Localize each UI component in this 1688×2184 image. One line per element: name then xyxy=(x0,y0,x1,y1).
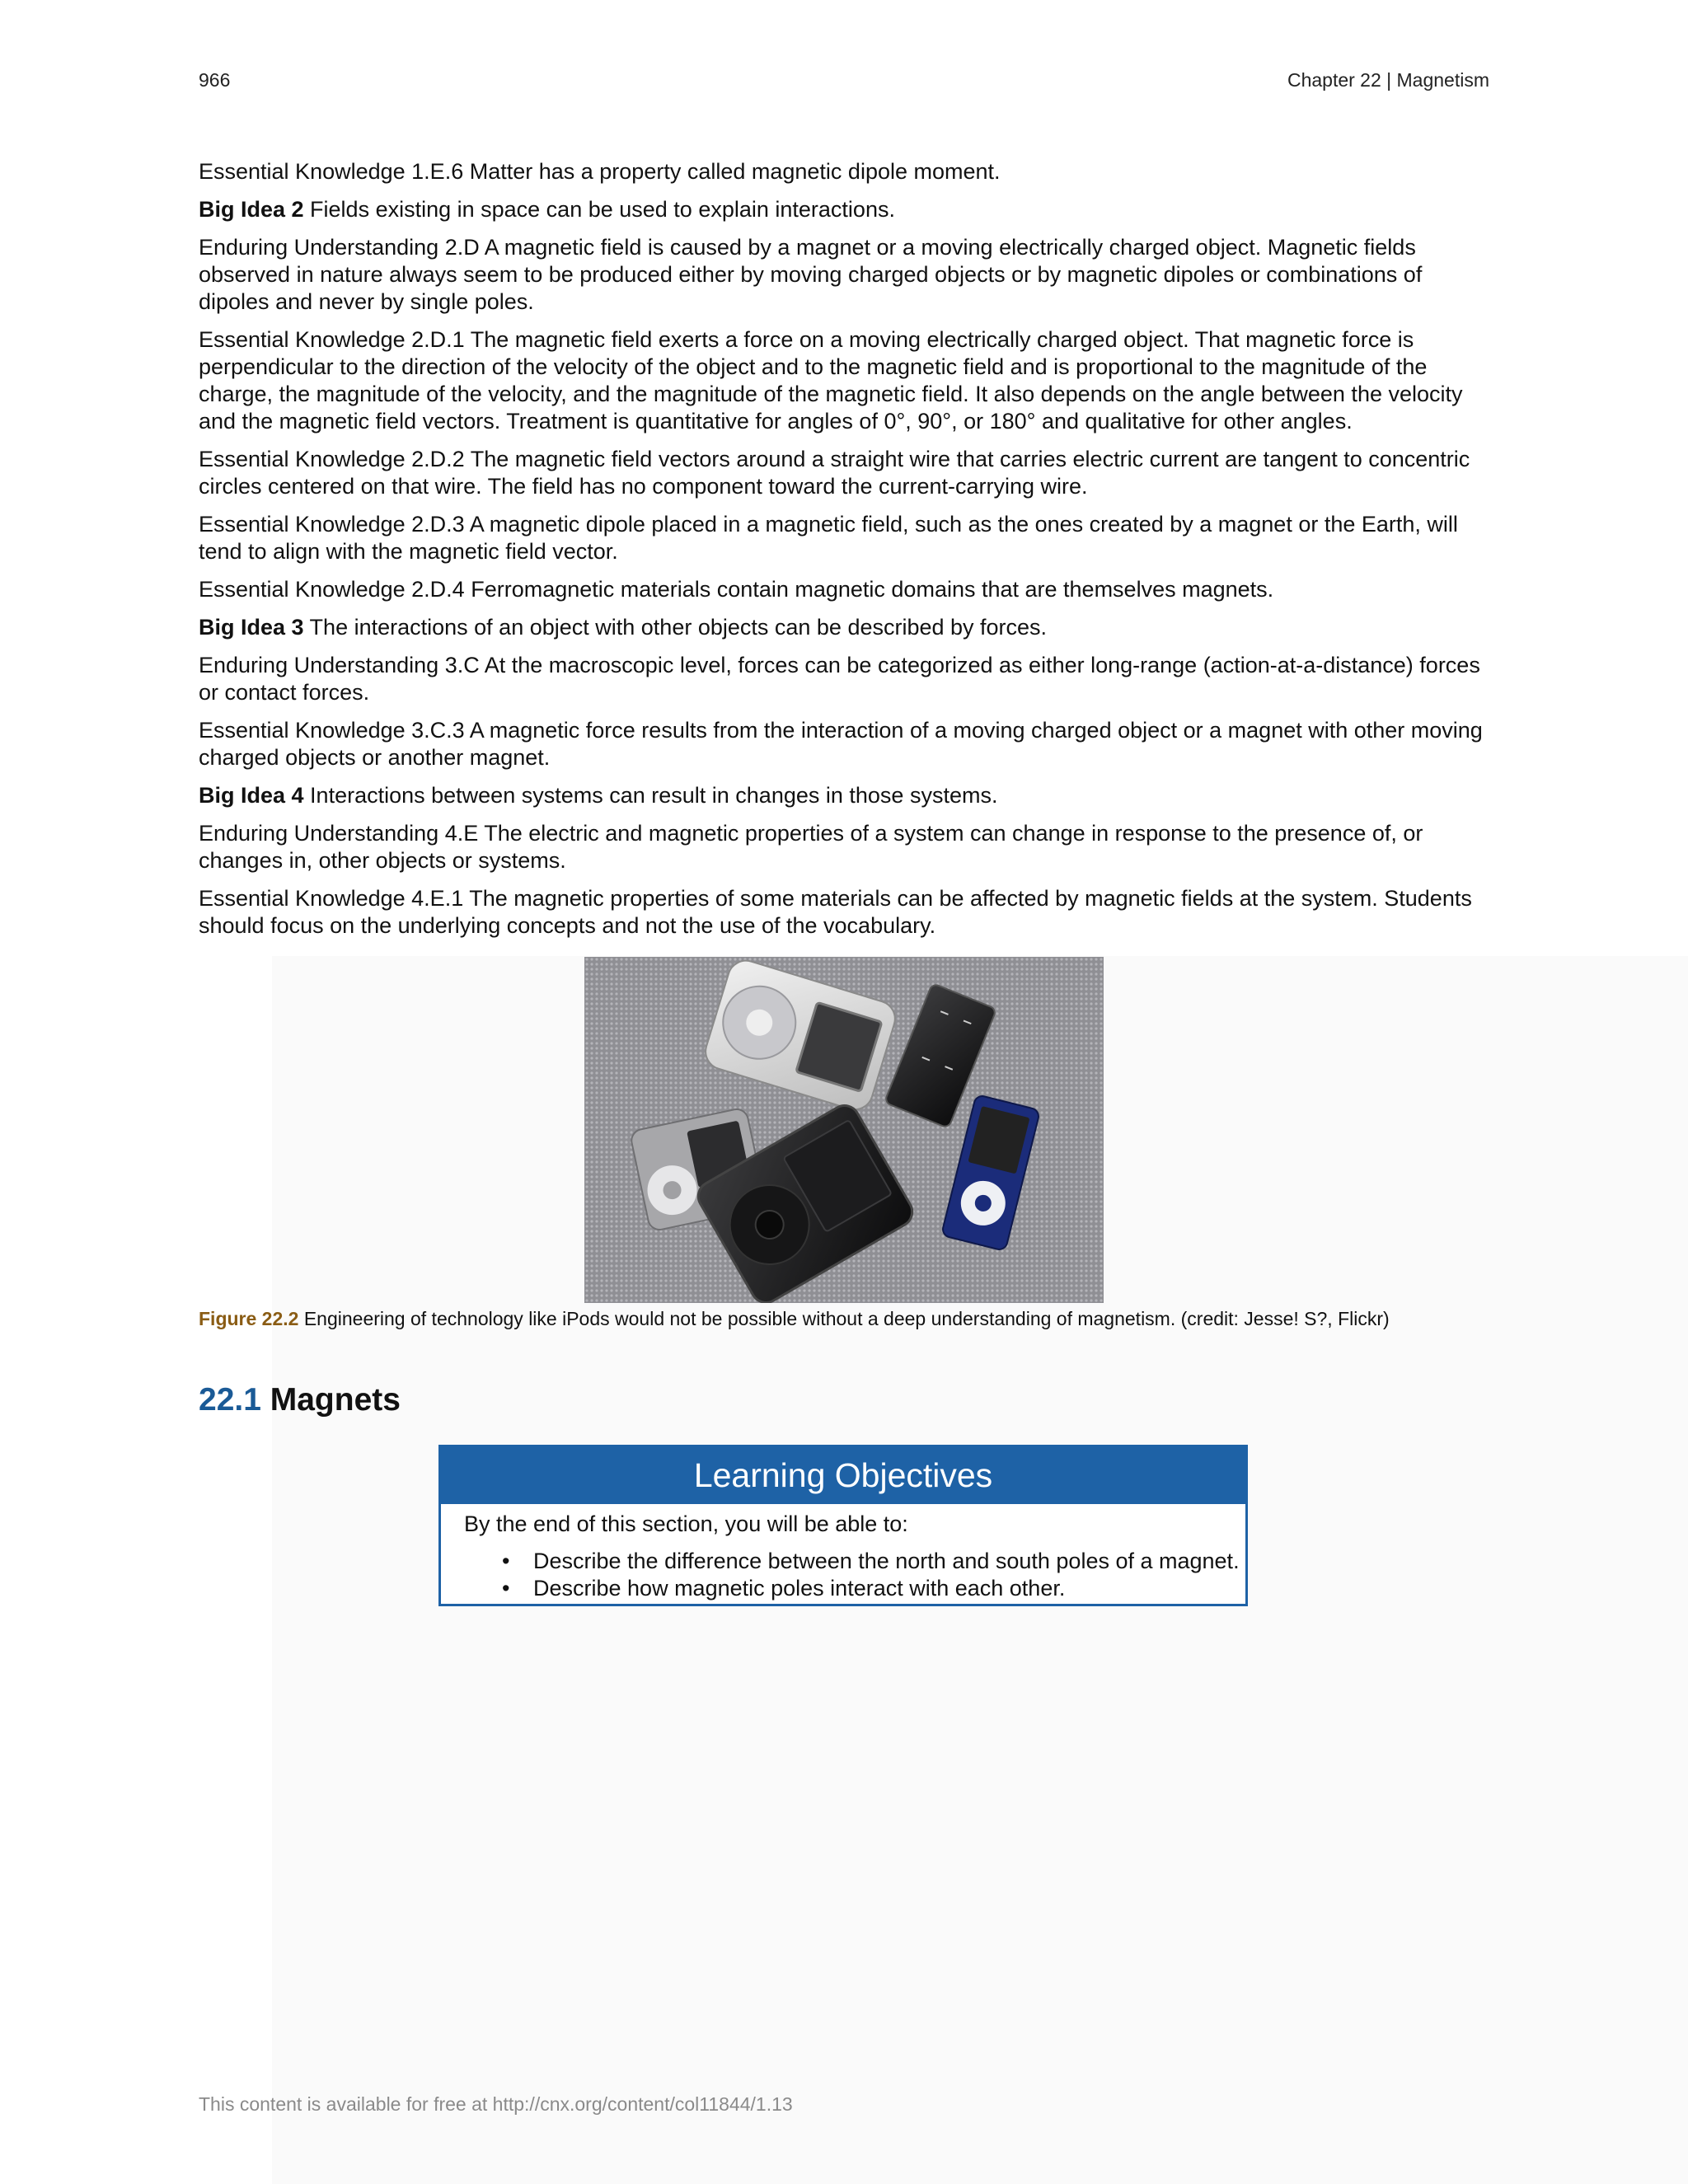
objective-text: Describe how magnetic poles interact with each other. xyxy=(533,1576,1066,1601)
paragraph-text: Enduring Understanding 4.E The electric and magnetic properties of a system can change in response to the presence of, or changes in, other objects or systems. xyxy=(199,821,1423,873)
paragraph xyxy=(199,576,1493,603)
section-heading xyxy=(199,1382,401,1418)
paragraph-text: Enduring Understanding 3.C At the macroscopic level, forces can be categorized as either long-range (action-at-a-distance) forces or contact forces. xyxy=(199,653,1480,705)
list-item xyxy=(441,1575,1245,1602)
learning-objectives-box xyxy=(438,1445,1248,1606)
paragraph-text: Essential Knowledge 2.D.2 The magnetic field vectors around a straight wire that carries electric current are tangent to concentric circles centered on that wire. The field has no component toward the current-carrying wire. xyxy=(199,447,1470,499)
bullet-icon: • xyxy=(502,1549,510,1573)
section-number: 22.1 xyxy=(199,1382,261,1418)
paragraph-text: The interactions of an object with other objects can be described by forces. xyxy=(303,615,1048,640)
paragraph xyxy=(199,782,1493,809)
paragraph-text: Essential Knowledge 4.E.1 The magnetic properties of some materials can be affected by magnetic fields at the system. Students should focus on the underlying concepts and not the use of the vocabulary. xyxy=(199,886,1472,938)
learning-objectives-intro: By the end of this section, you will be able to: xyxy=(464,1511,908,1536)
paragraph xyxy=(199,234,1493,316)
page-number: 966 xyxy=(199,69,231,91)
paragraph xyxy=(199,196,1493,223)
figure-caption-text: Engineering of technology like iPods would not be possible without a deep understanding of magnetism. (credit: Jesse! S?, Flickr) xyxy=(298,1308,1390,1329)
objective-text: Describe the difference between the north and south poles of a magnet. xyxy=(533,1549,1240,1573)
learning-objectives-list xyxy=(441,1548,1245,1602)
paragraph xyxy=(199,326,1493,435)
paragraph-text: Essential Knowledge 2.D.3 A magnetic dipole placed in a magnetic field, such as the ones created by a magnet or the Earth, will tend to align with the magnetic field vector. xyxy=(199,512,1458,564)
paragraph xyxy=(199,446,1493,500)
section-title: Magnets xyxy=(260,1382,401,1418)
paragraph-text: Interactions between systems can result in changes in those systems. xyxy=(303,783,998,808)
paragraph-text: Enduring Understanding 2.D A magnetic field is caused by a magnet or a moving electrically charged object. Magnetic fields observed in nature always seem to be produced either by moving charged objects or by magnetic dipoles or combinations of dipoles and never by single poles. xyxy=(199,235,1423,314)
paragraph-bold: Big Idea 3 xyxy=(199,615,304,640)
paragraph-bold: Big Idea 2 xyxy=(199,197,304,222)
learning-objectives-title: Learning Objectives xyxy=(441,1447,1245,1504)
paragraph-text: Essential Knowledge 1.E.6 Matter has a property called magnetic dipole moment. xyxy=(199,159,1001,184)
paragraph xyxy=(199,885,1493,940)
figure-ipods-photo xyxy=(584,957,1104,1303)
paragraph-text: Essential Knowledge 2.D.4 Ferromagnetic materials contain magnetic domains that are themselves magnets. xyxy=(199,577,1274,602)
bullet-icon: • xyxy=(502,1576,510,1601)
paragraph-text: Fields existing in space can be used to explain interactions. xyxy=(303,197,895,222)
footer-availability-note: This content is available for free at http://cnx.org/content/col11844/1.13 xyxy=(199,2093,793,2115)
ipods-illustration xyxy=(584,957,1104,1303)
paragraph-text: Essential Knowledge 3.C.3 A magnetic force results from the interaction of a moving charged object or a magnet with other moving charged objects or another magnet. xyxy=(199,718,1483,770)
list-item xyxy=(441,1548,1245,1575)
paragraph xyxy=(199,820,1493,874)
body-text xyxy=(199,158,1493,950)
figure-label: Figure 22.2 xyxy=(199,1308,299,1329)
paragraph xyxy=(199,652,1493,706)
paragraph-text: Essential Knowledge 2.D.1 The magnetic field exerts a force on a moving electrically charged object. That magnetic force is perpendicular to the direction of the velocity of the object and to the magnetic field and is proportional to the magnitude of the charge, the magnitude of the velocity, and the magnitude of the magnetic field. It also depends on the angle between the velocity and the magnetic field vectors. Treatment is quantitative for angles of 0°, 90°, or 180° and qualitative for other angles. xyxy=(199,327,1463,434)
chapter-header: Chapter 22 | Magnetism xyxy=(1287,69,1489,91)
figure-caption xyxy=(199,1306,1493,1331)
paragraph xyxy=(199,158,1493,185)
paragraph xyxy=(199,614,1493,641)
paragraph-bold: Big Idea 4 xyxy=(199,783,304,808)
paragraph xyxy=(199,717,1493,771)
paragraph xyxy=(199,511,1493,565)
